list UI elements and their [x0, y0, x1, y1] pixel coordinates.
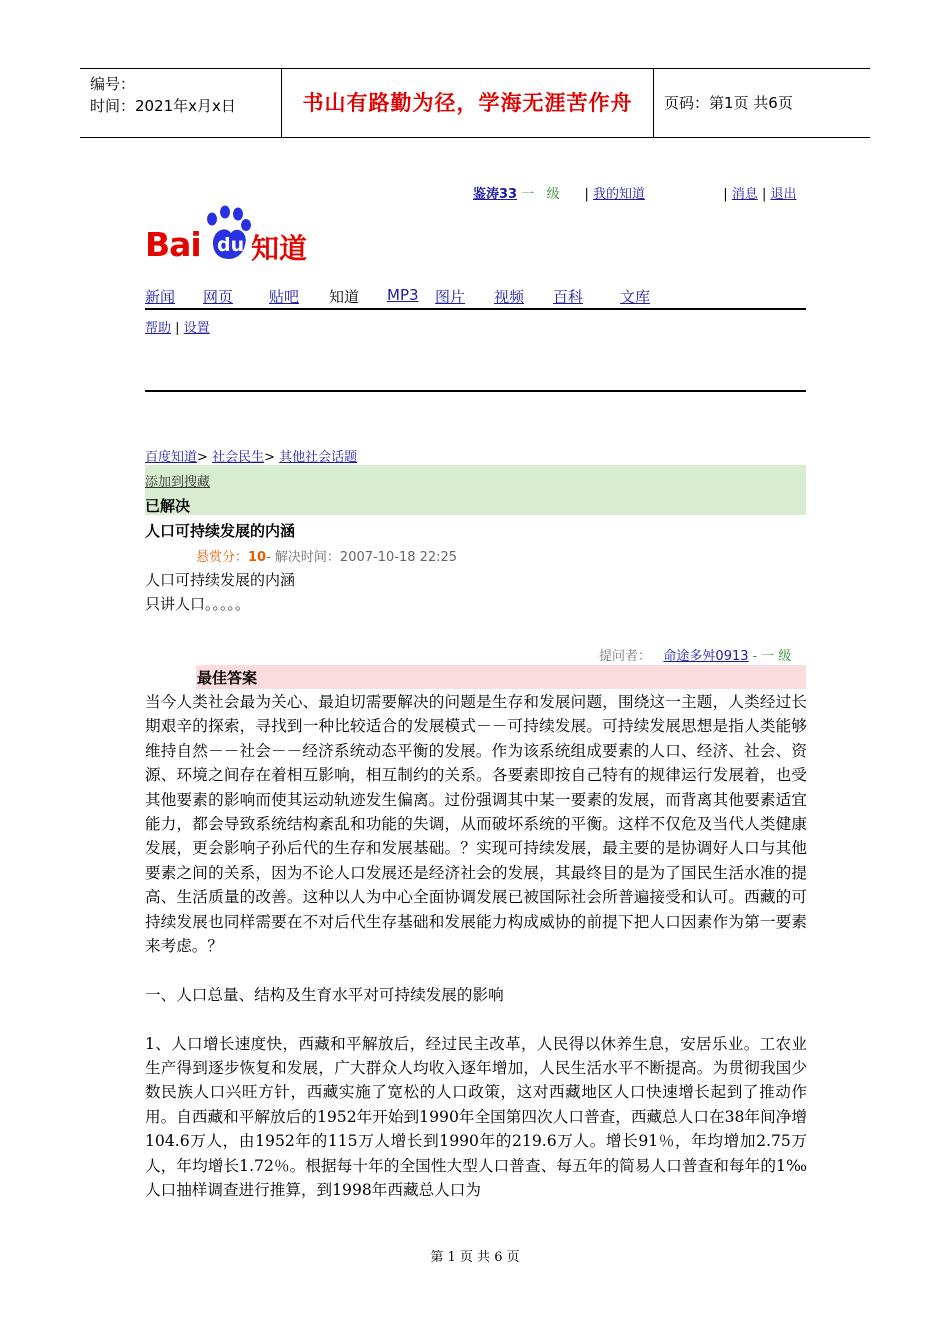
my-zhidao-link[interactable]: 我的知道 [593, 187, 646, 202]
header-meta-cell [80, 69, 282, 137]
breadcrumb-subcategory[interactable]: 其他社会话题 [279, 450, 358, 465]
number-label: 编号： [90, 75, 136, 93]
breadcrumb-category[interactable]: 社会民生 [212, 450, 265, 465]
answer-paragraph: 当今人类社会最为关心、最迫切需要解决的问题是生存和发展问题，围绕这一主题，人类经过长期艰辛的探索，寻找到一种比较适合的发展模式－－可持续发展。可持续发展思想是指人类能够维持自然－－社会－－经济系统动态平衡的发展。作为该系统组成要素的人口、经济、社会、资源、环境之间存在着相互影响，相互制约的关系。各要素即按自己特有的规律运行发展着，也受其他要素的影响而使其运动轨迹发生偏离。过份强调其中某一要素的发展，而背离其他要素适宜能力，都会导致系统结构紊乱和功能的失调，从而破坏系统的平衡。这样不仅危及当代人类健康发展，更会影响子孙后代的生存和发展基础。？实现可持续发展，最主要的是协调好人口与其他要素之间的关系，因为不论人口发展还是经济社会的发展，其最终目的是为了国民生活水准的提高、生活质量的改善。这种以人为中心全面协调发展已被国际社会所普遍接受和认可。西藏的可持续发展也同样需要在不对后代生存基础和发展能力构成威协的前提下把人口因素作为第一要素来考虑。？ [145, 693, 807, 956]
header-motto: 书山有路勤为径，学海无涯苦作舟 [282, 69, 654, 137]
username-link[interactable]: 鉴涛33 [473, 187, 518, 202]
messages-link[interactable]: 消息 [731, 187, 758, 202]
document-header [80, 68, 870, 138]
breadcrumb [145, 446, 357, 465]
question-header-bar [145, 465, 806, 515]
asker-info [599, 645, 791, 664]
best-answer-heading: 最佳答案 [197, 669, 258, 687]
nav-item-images[interactable]: 图片 [435, 288, 466, 306]
answer-body [145, 690, 807, 1203]
logo-text-bai: Bai [145, 225, 201, 264]
nav-item-baike[interactable]: 百科 [553, 288, 584, 306]
question-body-line: 只讲人口。。。。。 [145, 595, 251, 613]
nav-item-video[interactable]: 视频 [494, 288, 525, 306]
logout-link[interactable]: 退出 [770, 187, 797, 202]
question-meta [196, 546, 457, 565]
breadcrumb-sep: > [197, 450, 208, 465]
separator: | [723, 187, 728, 202]
question-body-line: 人口可持续发展的内涵 [145, 571, 296, 589]
section-heading: 一、人口总量、结构及生育水平对可持续发展的影响 [145, 985, 504, 1004]
user-bar [473, 183, 797, 202]
nav-item-news[interactable]: 新闻 [145, 288, 176, 306]
sub-nav [145, 317, 210, 336]
add-favorite-link[interactable]: 添加到搜藏 [145, 475, 211, 490]
nav-item-web[interactable]: 网页 [203, 288, 234, 306]
breadcrumb-sep: > [264, 450, 275, 465]
reward-value: 10 [248, 550, 267, 565]
nav-item-mp3[interactable]: MP3 [387, 286, 419, 304]
page-footer: 第 1 页 共 6 页 [430, 1250, 520, 1265]
nav-item-wenku[interactable]: 文库 [620, 288, 651, 306]
breadcrumb-root[interactable]: 百度知道 [145, 450, 198, 465]
separator: | [761, 187, 767, 202]
question-title: 人口可持续发展的内涵 [145, 522, 296, 540]
user-level-suffix: 级 [546, 187, 560, 202]
answer-paragraph: 1、人口增长速度快，西藏和平解放后，经过民主改革，人民得以休养生息，安居乐业。工农业生产得到逐步恢复和发展，广大群众人均收入逐年增加，人民生活水平不断提高。为贯彻我国少数民族人口兴旺方针，西藏实施了宽松的人口政策，这对西藏地区人口快速增长起到了推动作用。自西藏和平解放后的1952年开始到1990年全国第四次人口普查，西藏总人口在38年间净增104.6万人，由1952年的115万人增长到1990年的219.6万人。增长91％，年均增加2.75万人，年均增长1.72％。根据每十年的全国性大型人口普查、每五年的简易人口普查和每年的1‰人口抽样调查进行推算，到1998年西藏总人口为 [145, 1034, 807, 1200]
main-nav [145, 286, 806, 310]
reward-label: 悬赏分： [196, 550, 249, 565]
settings-link[interactable]: 设置 [183, 321, 210, 336]
solved-status: 已解决 [145, 497, 191, 515]
logo-text-du: du [217, 234, 245, 256]
separator: | [175, 321, 180, 336]
question-body [145, 568, 295, 616]
asker-name-link[interactable]: 命途多舛0913 [663, 649, 749, 664]
help-link[interactable]: 帮助 [145, 321, 172, 336]
nav-item-zhidao[interactable]: 知道 [329, 288, 360, 306]
best-answer-bar [196, 665, 806, 689]
section-divider [145, 390, 806, 392]
user-level-prefix: 一 [521, 187, 535, 202]
date-label: 时间：2021年x月x日 [90, 97, 236, 115]
header-page-label: 页码：第1页 共6页 [664, 94, 793, 112]
asker-level: - 一 级 [752, 649, 792, 664]
resolved-time: - 解决时间：2007-10-18 22:25 [266, 550, 458, 565]
logo-text-zhidao: 知道 [251, 232, 308, 265]
nav-item-tieba[interactable]: 贴吧 [269, 288, 300, 306]
separator: | [584, 187, 589, 202]
asker-label: 提问者： [599, 649, 652, 664]
baidu-zhidao-logo[interactable] [145, 205, 315, 265]
